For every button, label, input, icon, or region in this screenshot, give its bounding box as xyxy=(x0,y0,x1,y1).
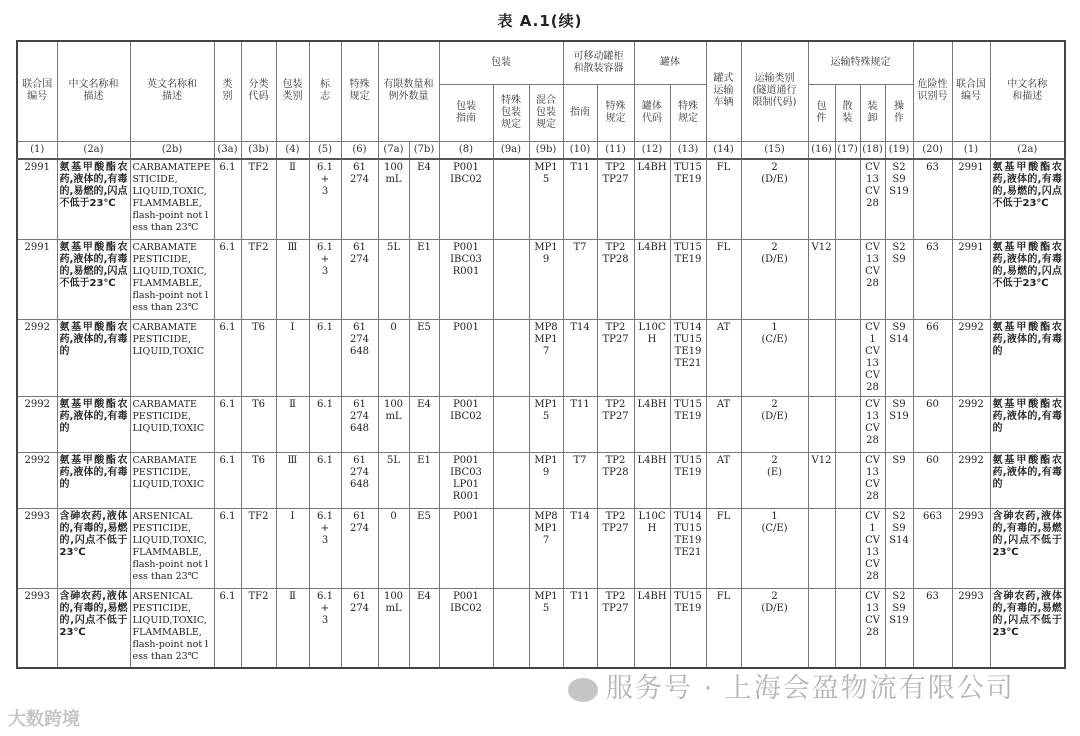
table-cell: E1 xyxy=(409,452,439,508)
table-title: 表 A.1(续) xyxy=(497,12,583,30)
table-cell: Ⅱ xyxy=(276,396,309,452)
table-cell: 61 274 648 xyxy=(341,452,378,508)
table-cell: 含砷农药,液体的,有毒的,易燃的,闪点不低于23℃ xyxy=(57,508,130,588)
table-cell: S9 S14 xyxy=(885,319,913,396)
table-cell: L4BH xyxy=(634,452,670,508)
subheader-cell: 装 卸 xyxy=(860,84,885,141)
header-portable-tanks: 可移动罐柜 和散装容器 xyxy=(563,41,634,84)
table-cell: 61 274 xyxy=(341,239,378,319)
table-cell: 61 274 xyxy=(341,588,378,668)
table-cell: 2991 xyxy=(952,159,990,239)
table-cell: 氨基甲酸酯农药,液体的,有毒的,易燃的,闪点不低于23℃ xyxy=(990,159,1065,239)
header-un-number: 联合国 编号 xyxy=(17,41,57,141)
table-cell: P001 IBC03 LP01 R001 xyxy=(439,452,493,508)
table-cell: 0 xyxy=(378,508,409,588)
table-cell: 6.1 + 3 xyxy=(309,508,341,588)
column-number: (14) xyxy=(706,141,741,159)
table-cell: L4BH xyxy=(634,588,670,668)
logo-watermark: 大数跨境 xyxy=(8,709,80,730)
table-cell: TF2 xyxy=(241,588,276,668)
table-cell: 66 xyxy=(913,319,952,396)
table-cell: TF2 xyxy=(241,159,276,239)
column-number: (20) xyxy=(913,141,952,159)
table-cell: 2992 xyxy=(17,319,57,396)
header-transport-category: 运输类别 (隧道通行 限制代码) xyxy=(741,41,808,141)
table-cell: 61 274 648 xyxy=(341,396,378,452)
subheader-cell: 包 件 xyxy=(808,84,835,141)
table-cell: 6.1 + 3 xyxy=(309,239,341,319)
table-cell: MP15 xyxy=(529,588,563,668)
table-cell: 6.1 xyxy=(214,588,241,668)
column-number: (10) xyxy=(563,141,597,159)
table-cell: E4 xyxy=(409,588,439,668)
table-cell: 6.1 xyxy=(214,396,241,452)
table-cell: P001 IBC02 xyxy=(439,588,493,668)
table-cell: E1 xyxy=(409,239,439,319)
column-number: (12) xyxy=(634,141,670,159)
table-cell: 含砷农药,液体的,有毒的,易燃的,闪点不低于23℃ xyxy=(990,508,1065,588)
header-english-name: 英文名称和 描述 xyxy=(130,41,214,141)
table-cell: S2 S9 S19 xyxy=(885,159,913,239)
column-number: (2a) xyxy=(57,141,130,159)
table-cell: 氨基甲酸酯农药,液体的,有毒的 xyxy=(57,319,130,396)
table-cell: TP2 TP27 xyxy=(597,588,634,668)
column-number: (2a) xyxy=(990,141,1065,159)
column-number: (17) xyxy=(835,141,860,159)
subheader-cell: 散 装 xyxy=(835,84,860,141)
header-tanks: 罐体 xyxy=(634,41,706,84)
column-number: (6) xyxy=(341,141,378,159)
table-cell: V12 xyxy=(808,452,835,508)
column-number: (15) xyxy=(741,141,808,159)
table-cell: 63 xyxy=(913,159,952,239)
table-cell: Ⅱ xyxy=(276,588,309,668)
table-cell xyxy=(808,159,835,239)
column-number: (8) xyxy=(439,141,493,159)
table-cell: L4BH xyxy=(634,159,670,239)
subheader-cell: 混合 包装 规定 xyxy=(529,84,563,141)
table-cell: TU15 TE19 xyxy=(670,588,706,668)
table-cell: Ⅲ xyxy=(276,239,309,319)
table-cell: TF2 xyxy=(241,239,276,319)
table-cell: S2 S9 S14 xyxy=(885,508,913,588)
table-cell: CV13 CV28 xyxy=(860,396,885,452)
column-number: (2b) xyxy=(130,141,214,159)
table-cell: L4BH xyxy=(634,396,670,452)
table-cell xyxy=(808,508,835,588)
table-cell: 2 (E) xyxy=(741,452,808,508)
column-number: (9b) xyxy=(529,141,563,159)
table-cell: 2 (D/E) xyxy=(741,239,808,319)
table-cell: CV13 CV28 xyxy=(860,452,885,508)
column-number: (7a) xyxy=(378,141,409,159)
table-cell: 6.1 xyxy=(309,396,341,452)
table-cell xyxy=(835,239,860,319)
table-row xyxy=(17,588,1065,668)
column-number: (11) xyxy=(597,141,634,159)
header-special-provisions: 特殊 规定 xyxy=(341,41,378,141)
column-number: (16) xyxy=(808,141,835,159)
table-cell: FL xyxy=(706,239,741,319)
table-cell: CARBAMATEPESTICIDE, LIQUID,TOXIC, FLAMMABLE, flash-point not less than 23℃ xyxy=(130,159,214,239)
table-cell: TP2 TP28 xyxy=(597,452,634,508)
header-labels: 标 志 xyxy=(309,41,341,141)
table-cell: 含砷农药,液体的,有毒的,易燃的,闪点不低于23℃ xyxy=(990,588,1065,668)
table-cell: 6.1 xyxy=(214,452,241,508)
table-cell: S2 S9 S19 xyxy=(885,588,913,668)
subheader-cell: 特殊 规定 xyxy=(670,84,706,141)
header-un-number-right: 联合国 编号 xyxy=(952,41,990,141)
table-cell: MP19 xyxy=(529,452,563,508)
table-cell: T6 xyxy=(241,319,276,396)
table-cell: 氨基甲酸酯农药,液体的,有毒的 xyxy=(990,319,1065,396)
table-cell: 6.1 xyxy=(214,239,241,319)
table-cell: S9 S19 xyxy=(885,396,913,452)
column-number: (9a) xyxy=(493,141,529,159)
table-cell: 2992 xyxy=(17,396,57,452)
subheader-cell: 指南 xyxy=(563,84,597,141)
table-cell: S2 S9 xyxy=(885,239,913,319)
table-cell: 氨基甲酸酯农药,液体的,有毒的 xyxy=(990,396,1065,452)
table-cell: CV1 CV13 CV28 xyxy=(860,319,885,396)
table-cell: TU14 TU15 TE19 TE21 xyxy=(670,319,706,396)
table-cell: L10CH xyxy=(634,508,670,588)
table-cell: MP8 MP17 xyxy=(529,508,563,588)
table-cell: AT xyxy=(706,452,741,508)
table-cell: T14 xyxy=(563,508,597,588)
table-cell: 61 274 xyxy=(341,159,378,239)
table-cell: 5L xyxy=(378,239,409,319)
table-cell: 氨基甲酸酯农药,液体的,有毒的,易燃的,闪点不低于23℃ xyxy=(57,239,130,319)
column-number: (3b) xyxy=(241,141,276,159)
table-cell: ARSENICAL PESTICIDE, LIQUID,TOXIC, FLAMMABLE, flash-point not less than 23℃ xyxy=(130,508,214,588)
table-cell: Ⅱ xyxy=(276,159,309,239)
table-cell: E4 xyxy=(409,396,439,452)
table-cell: 2992 xyxy=(17,452,57,508)
table-cell: 2993 xyxy=(952,508,990,588)
table-cell: P001 IBC02 xyxy=(439,159,493,239)
table-cell: CV13 CV28 xyxy=(860,239,885,319)
table-cell: CV13 CV28 xyxy=(860,159,885,239)
column-number: (3a) xyxy=(214,141,241,159)
table-cell: T7 xyxy=(563,452,597,508)
table-cell xyxy=(493,588,529,668)
table-cell: 2993 xyxy=(952,588,990,668)
table-cell: MP15 xyxy=(529,159,563,239)
table-cell: T11 xyxy=(563,588,597,668)
table-cell xyxy=(808,396,835,452)
table-row xyxy=(17,452,1065,508)
table-cell xyxy=(835,319,860,396)
table-cell: 2991 xyxy=(17,159,57,239)
table-cell xyxy=(808,588,835,668)
table-cell: FL xyxy=(706,508,741,588)
table-cell: T7 xyxy=(563,239,597,319)
table-cell: CARBAMATE PESTICIDE, LIQUID,TOXIC xyxy=(130,452,214,508)
header-tank-vehicle: 罐式 运输 车辆 xyxy=(706,41,741,141)
header-chinese-name: 中文名称和 描述 xyxy=(57,41,130,141)
table-cell: P001 xyxy=(439,319,493,396)
table-cell: TP2 TP27 xyxy=(597,319,634,396)
column-number: (18) xyxy=(860,141,885,159)
table-cell: 氨基甲酸酯农药,液体的,有毒的 xyxy=(57,452,130,508)
table-row xyxy=(17,239,1065,319)
table-row xyxy=(17,319,1065,396)
table-cell: P001 IBC03 R001 xyxy=(439,239,493,319)
header-packaging: 包装 xyxy=(439,41,563,84)
table-cell xyxy=(493,319,529,396)
table-cell: AT xyxy=(706,396,741,452)
table-cell: 氨基甲酸酯农药,液体的,有毒的,易燃的,闪点不低于23℃ xyxy=(57,159,130,239)
header-hazard-id: 危险性 识别号 xyxy=(913,41,952,141)
table-cell: 61 274 xyxy=(341,508,378,588)
wechat-icon xyxy=(568,678,598,702)
table-cell: 61 274 648 xyxy=(341,319,378,396)
table-cell: 100mL xyxy=(378,159,409,239)
table-cell: 6.1 + 3 xyxy=(309,588,341,668)
table-header xyxy=(17,41,1065,159)
table-cell: Ⅲ xyxy=(276,452,309,508)
table-cell: 2991 xyxy=(952,239,990,319)
table-cell xyxy=(835,159,860,239)
table-cell: E5 xyxy=(409,319,439,396)
table-cell: CARBAMATE PESTICIDE, LIQUID,TOXIC, FLAMMABLE, flash-point not less than 23℃ xyxy=(130,239,214,319)
table-cell: TU15 TE19 xyxy=(670,452,706,508)
table-cell: V12 xyxy=(808,239,835,319)
table-row xyxy=(17,159,1065,239)
table-cell: 1 (C/E) xyxy=(741,508,808,588)
table-cell: 60 xyxy=(913,452,952,508)
table-cell: Ⅰ xyxy=(276,508,309,588)
table-cell xyxy=(808,319,835,396)
header-classification-code: 分类 代码 xyxy=(241,41,276,141)
table-cell: TU14 TU15 TE19 TE21 xyxy=(670,508,706,588)
table-cell: E5 xyxy=(409,508,439,588)
table-cell: E4 xyxy=(409,159,439,239)
table-cell: TP2 TP27 xyxy=(597,396,634,452)
table-cell: 1 (C/E) xyxy=(741,319,808,396)
table-cell: 2 (D/E) xyxy=(741,588,808,668)
table-cell: 2 (D/E) xyxy=(741,396,808,452)
table-cell: 2993 xyxy=(17,588,57,668)
table-cell: CV13 CV28 xyxy=(860,588,885,668)
table-cell: TU15 TE19 xyxy=(670,159,706,239)
table-cell: MP8 MP17 xyxy=(529,319,563,396)
table-cell: 5L xyxy=(378,452,409,508)
table-cell: 6.1 xyxy=(309,452,341,508)
dangerous-goods-table xyxy=(16,40,1066,669)
table-cell: T14 xyxy=(563,319,597,396)
table-cell: CARBAMATE PESTICIDE, LIQUID,TOXIC xyxy=(130,396,214,452)
header-chinese-name-right: 中文名称 和描述 xyxy=(990,41,1065,141)
service-watermark-text: 服务号 · 上海会盈物流有限公司 xyxy=(606,673,1015,704)
table-cell: L10CH xyxy=(634,319,670,396)
table-cell: CARBAMATE PESTICIDE, LIQUID,TOXIC xyxy=(130,319,214,396)
table-cell xyxy=(493,159,529,239)
table-cell: FL xyxy=(706,159,741,239)
table-cell xyxy=(493,239,529,319)
table-cell: T11 xyxy=(563,396,597,452)
table-cell: P001 IBC02 xyxy=(439,396,493,452)
subheader-cell: 包装 指南 xyxy=(439,84,493,141)
table-cell: 6.1 xyxy=(309,319,341,396)
table-cell: TF2 xyxy=(241,508,276,588)
table-cell: MP15 xyxy=(529,396,563,452)
table-cell: TU15 TE19 xyxy=(670,239,706,319)
table-cell xyxy=(835,508,860,588)
subheader-cell: 罐体 代码 xyxy=(634,84,670,141)
table-cell: 6.1 xyxy=(214,159,241,239)
table-cell: 6.1 + 3 xyxy=(309,159,341,239)
table-cell: MP19 xyxy=(529,239,563,319)
column-number: (4) xyxy=(276,141,309,159)
header-packing-group: 包装 类别 xyxy=(276,41,309,141)
header-limited-quantities: 有限数量和 例外数量 xyxy=(378,41,439,141)
column-number: (5) xyxy=(309,141,341,159)
subheader-cell: 特殊 包装 规定 xyxy=(493,84,529,141)
column-number: (19) xyxy=(885,141,913,159)
table-cell xyxy=(493,452,529,508)
table-cell: 含砷农药,液体的,有毒的,易燃的,闪点不低于23℃ xyxy=(57,588,130,668)
table-row xyxy=(17,508,1065,588)
table-cell: 2993 xyxy=(17,508,57,588)
table-cell: T11 xyxy=(563,159,597,239)
table-cell: Ⅰ xyxy=(276,319,309,396)
table-cell xyxy=(835,452,860,508)
table-cell: TU15 TE19 xyxy=(670,396,706,452)
table-cell: TP2 TP28 xyxy=(597,239,634,319)
table-body xyxy=(17,159,1065,668)
table-cell: 氨基甲酸酯农药,液体的,有毒的 xyxy=(990,452,1065,508)
table-cell: ARSENICAL PESTICIDE, LIQUID,TOXIC, FLAMMABLE, flash-point not less than 23℃ xyxy=(130,588,214,668)
table-cell: AT xyxy=(706,319,741,396)
table-cell: T6 xyxy=(241,452,276,508)
subheader-cell: 操 作 xyxy=(885,84,913,141)
table-cell xyxy=(835,396,860,452)
table-cell: 6.1 xyxy=(214,508,241,588)
table-cell: 2992 xyxy=(952,396,990,452)
table-row xyxy=(17,396,1065,452)
table-cell: P001 xyxy=(439,508,493,588)
column-number: (1) xyxy=(952,141,990,159)
column-number: (7b) xyxy=(409,141,439,159)
table-cell: TP2 TP27 xyxy=(597,159,634,239)
table-cell: CV1 CV13 CV28 xyxy=(860,508,885,588)
header-special-transport: 运输特殊规定 xyxy=(808,41,913,84)
subheader-cell: 特殊 规定 xyxy=(597,84,634,141)
table-cell: L4BH xyxy=(634,239,670,319)
column-number: (13) xyxy=(670,141,706,159)
column-number: (1) xyxy=(17,141,57,159)
table-cell xyxy=(493,508,529,588)
table-cell: 100mL xyxy=(378,588,409,668)
table-cell: 氨基甲酸酯农药,液体的,有毒的,易燃的,闪点不低于23℃ xyxy=(990,239,1065,319)
table-cell: 2991 xyxy=(17,239,57,319)
table-cell: 氨基甲酸酯农药,液体的,有毒的 xyxy=(57,396,130,452)
table-cell: 6.1 xyxy=(214,319,241,396)
table-cell: 0 xyxy=(378,319,409,396)
table-cell xyxy=(835,588,860,668)
table-cell: 63 xyxy=(913,239,952,319)
table-cell: 2992 xyxy=(952,319,990,396)
table-cell: TP2 TP27 xyxy=(597,508,634,588)
header-class: 类 别 xyxy=(214,41,241,141)
table-cell: S9 xyxy=(885,452,913,508)
table-cell: 63 xyxy=(913,588,952,668)
table-cell: 60 xyxy=(913,396,952,452)
table-cell: 2 (D/E) xyxy=(741,159,808,239)
table-cell: FL xyxy=(706,588,741,668)
table-cell: T6 xyxy=(241,396,276,452)
table-cell: 663 xyxy=(913,508,952,588)
table-cell: 2992 xyxy=(952,452,990,508)
table-cell xyxy=(493,396,529,452)
table-cell: 100mL xyxy=(378,396,409,452)
service-watermark xyxy=(568,673,1015,705)
